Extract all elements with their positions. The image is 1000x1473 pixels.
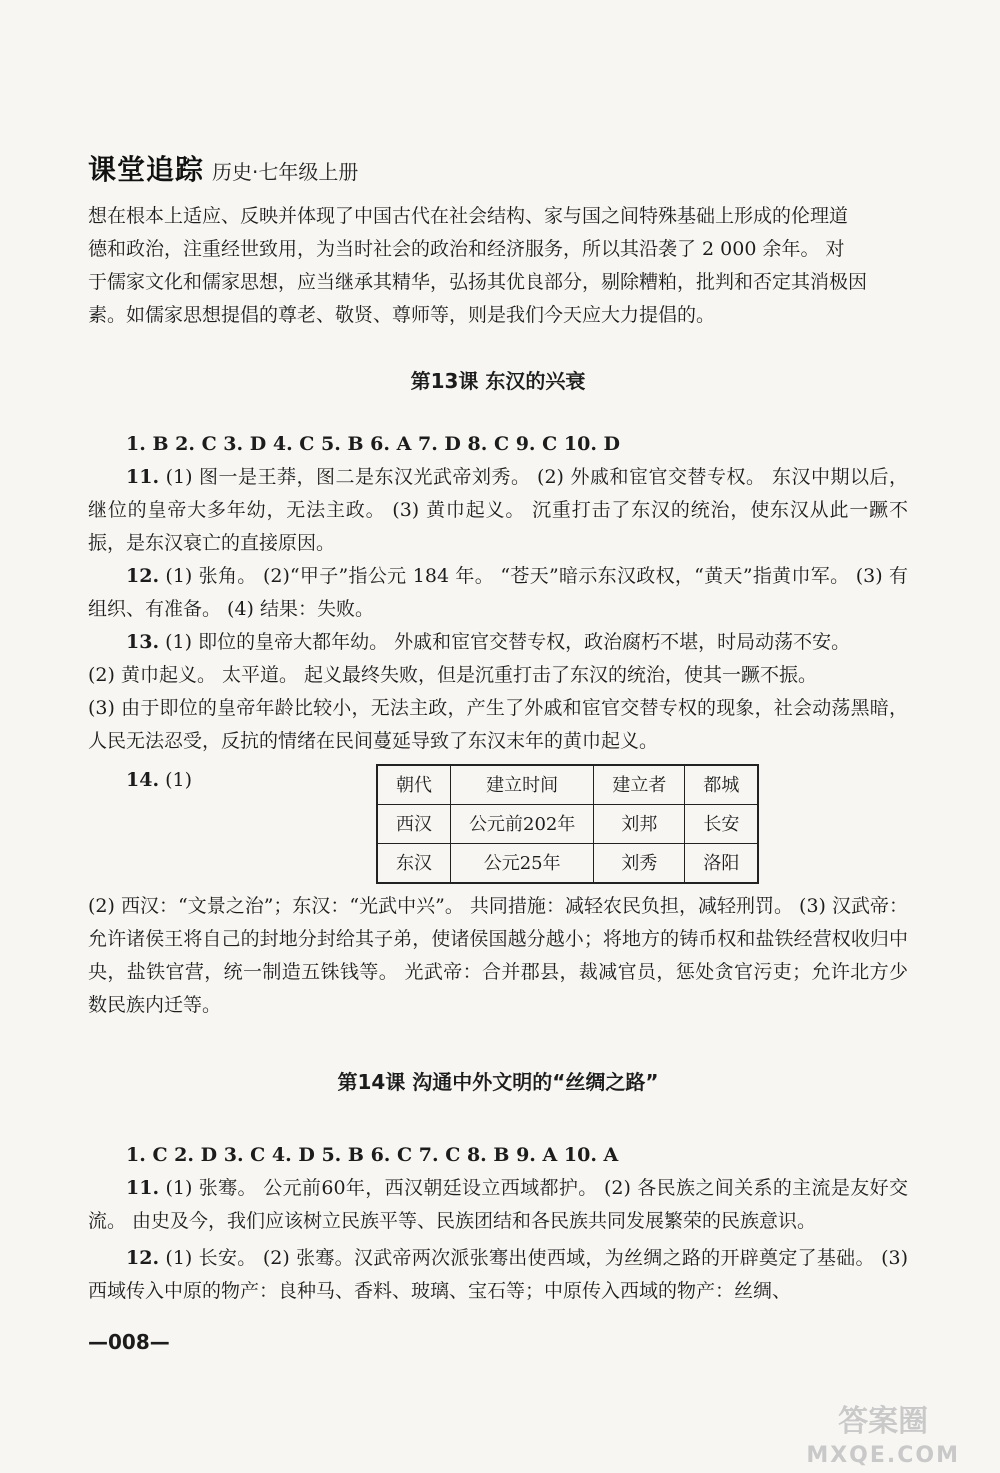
- intro-line: 素。如儒家思想提倡的尊老、敬贤、尊师等，则是我们今天应大力提倡的。: [88, 304, 716, 326]
- question-number: 11.: [126, 466, 160, 488]
- table-header-row: [377, 765, 758, 805]
- lesson13-q13: [88, 626, 908, 659]
- watermark-url: MXQE.COM: [806, 1443, 960, 1468]
- table-header: 建立者: [594, 765, 685, 805]
- lesson14-title: 第14课 沟通中外文明的“丝绸之路”: [337, 1070, 659, 1094]
- question-number: 12.: [126, 565, 160, 587]
- lesson14-choice-answers: 1. C 2. D 3. C 4. D 5. B 6. C 7. C 8. B 9. A 10. A: [126, 1144, 619, 1166]
- answer-text: (1) 图一是王莽，图二是东汉光武帝刘秀。 (2) 外戚和宦官交替专权。 东汉中期以后，继位的皇帝大多年幼，无法主政。 (3) 黄巾起义。 沉重打击了东汉的统治，使东汉从此一蹶不振，是东汉衰亡的直接原因。: [88, 466, 908, 554]
- watermark-text: 答案圈: [838, 1404, 929, 1439]
- table-cell: 刘秀: [594, 844, 685, 884]
- intro-line: 于儒家文化和儒家思想，应当继承其精华，弘扬其优良部分，剔除糟粕，批判和否定其消极因: [88, 271, 868, 293]
- page-number: —008—: [88, 1330, 170, 1354]
- answer-text: (1) 长安。 (2) 张骞。汉武帝两次派张骞出使西域，为丝绸之路的开辟奠定了基础。 (3) 西域传入中原的物产：良种马、香料、玻璃、宝石等；中原传入西域的物产：丝绸、: [88, 1247, 909, 1302]
- table-cell: 西汉: [377, 805, 451, 844]
- lesson13-q11: [88, 461, 908, 560]
- table-cell: 公元25年: [451, 844, 594, 884]
- table-header: 朝代: [377, 765, 451, 805]
- question-number: 12.: [126, 1247, 160, 1269]
- table-header: 都城: [685, 765, 759, 805]
- table-cell: 长安: [685, 805, 759, 844]
- table-row: [377, 844, 758, 884]
- dynasty-table: [376, 764, 759, 884]
- table-row: [377, 805, 758, 844]
- answer-text: (1) 张骞。 公元前60年，西汉朝廷设立西域都护。 (2) 各民族之间关系的主流是友好交流。 由史及今，我们应该树立民族平等、民族团结和各民族共同发展繁荣的民族意识。: [88, 1177, 908, 1232]
- intro-line: 德和政治，注重经世致用，为当时社会的政治和经济服务，所以其沿袭了 2 000 余年。 对: [88, 238, 845, 260]
- question-number: 14.: [126, 769, 160, 791]
- question-number: 13.: [126, 631, 160, 653]
- table-cell: 东汉: [377, 844, 451, 884]
- lesson13-q13-line: (3) 由于即位的皇帝年龄比较小，无法主政，产生了外戚和宦官交替专权的现象，社会动荡黑暗，人民无法忍受，反抗的情绪在民间蔓延导致了东汉末年的黄巾起义。: [88, 697, 908, 752]
- lesson13-choice-answers: 1. B 2. C 3. D 4. C 5. B 6. A 7. D 8. C 9. C 10. D: [126, 433, 621, 455]
- answer-text: (1) 即位的皇帝大都年幼。 外戚和宦官交替专权，政治腐朽不堪，时局动荡不安。: [165, 631, 851, 653]
- lesson13-q13-line: (2) 黄巾起义。 太平道。 起义最终失败，但是沉重打击了东汉的统治，使其一蹶不振。: [88, 664, 818, 686]
- lesson13-q14-rest: (2) 西汉：“文景之治”；东汉：“光武中兴”。 共同措施：减轻农民负担，减轻刑罚。 (3) 汉武帝：允许诸侯王将自己的封地分封给其子弟，使诸侯国越分越小；将地方的铸币权和盐铁经营权收归中央，盐铁官营，统一制造五铢钱等。 光武帝：合并郡县，裁减官员，惩处贪官污吏；允许北方少数民族内迁等。: [88, 895, 908, 1016]
- lesson14-q12: [88, 1242, 908, 1308]
- lesson13-q12: [88, 560, 908, 626]
- site-watermark: [806, 1405, 960, 1473]
- lesson13-title: 第13课 东汉的兴衰: [410, 369, 586, 393]
- table-cell: 公元前202年: [451, 805, 594, 844]
- answer-text: (1) 张角。 (2)“甲子”指公元 184 年。 “苍天”暗示东汉政权，“黄天”指黄巾军。 (3) 有组织、有准备。 (4) 结果：失败。: [88, 565, 908, 620]
- table-header: 建立时间: [451, 765, 594, 805]
- series-logo: 课堂追踪: [88, 153, 205, 186]
- lesson13-q14: [88, 764, 908, 884]
- sub-question-label: (1): [165, 769, 193, 791]
- page-header: [88, 148, 358, 188]
- table-cell: 刘邦: [594, 805, 685, 844]
- question-number: 11.: [126, 1177, 160, 1199]
- intro-line: 想在根本上适应、反映并体现了中国古代在社会结构、家与国之间特殊基础上形成的伦理道: [88, 205, 849, 227]
- lesson14-q11: [88, 1172, 908, 1238]
- q14-label: [88, 764, 376, 797]
- book-subject: 历史·七年级上册: [212, 160, 359, 184]
- table-cell: 洛阳: [685, 844, 759, 884]
- page-content: [88, 200, 908, 1308]
